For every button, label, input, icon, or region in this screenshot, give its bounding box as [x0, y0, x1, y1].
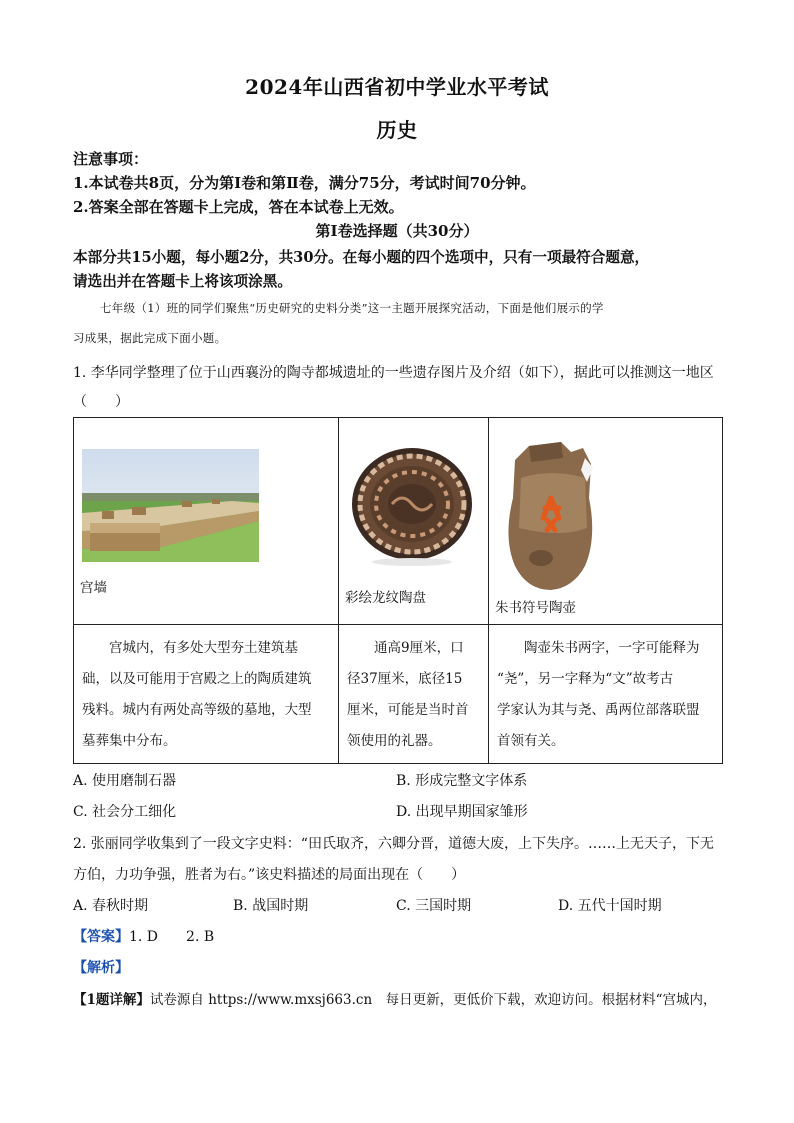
context-line1: 七年级（1）班的同学们聚焦“历史研究的史料分类”这一主题开展探究活动，下面是他们展示的学	[100, 301, 604, 315]
detail-text: 试卷源自 https://www.mxsj663.cn 每日更新，更低价下载，欢迎访问。根据材料“宫城内，	[149, 992, 717, 1008]
section-title: 第Ⅰ卷选择题（共30分）	[315, 222, 479, 240]
desc1-line: 残料。城内有两处高等级的墓地，大型	[82, 702, 312, 718]
dragon-plate-desc	[339, 625, 489, 764]
dragon-plate-photo	[347, 442, 477, 572]
context-line2: 习成果，据此完成下面小题。	[73, 331, 227, 345]
q1-stem-line1: 1. 李华同学整理了位于山西襄汾的陶寺都城遗址的一些遗存图片及介绍（如下），据此可以推测这一地区	[73, 365, 714, 381]
exam-title: 2024年山西省初中学业水平考试	[245, 75, 549, 99]
dragon-plate-cell	[339, 418, 489, 625]
desc1-line: 宫城内，有多处大型夯土建筑基	[109, 640, 298, 656]
desc3-line: 学家认为其与尧、禹两位部落联盟	[497, 702, 700, 718]
palace-wall-cell	[74, 418, 339, 625]
desc3-line: 首领有关。	[497, 733, 565, 749]
caption-palace-wall: 宫墙	[80, 580, 107, 596]
detail-label: 【1题详解】	[73, 992, 150, 1008]
q1-option-d: D. 出现早期国家雏形	[396, 804, 528, 820]
palace-wall-desc	[74, 625, 339, 764]
analysis-label: 【解析】	[73, 960, 129, 976]
q1-option-b: B. 形成完整文字体系	[396, 773, 528, 789]
q2-option-a: A. 春秋时期	[73, 898, 149, 914]
desc1-line: 础，以及可能用于宫殿之上的陶质建筑	[82, 671, 312, 687]
vermilion-pot-desc	[489, 625, 723, 764]
q2-option-b: B. 战国时期	[233, 898, 309, 914]
q1-option-a: A. 使用磨制石器	[73, 773, 177, 789]
notice-item-1: 1.本试卷共8页，分为第Ⅰ卷和第Ⅱ卷，满分75分，考试时间70分钟。	[73, 174, 536, 192]
section-intro-line2: 请选出并在答题卡上将该项涂黑。	[73, 273, 292, 290]
analysis-detail-line	[73, 988, 717, 1008]
section-intro-line1: 本部分共15小题，每小题2分，共30分。在每小题的四个选项中，只有一项最符合题意，	[73, 249, 650, 266]
subject-title: 历史	[376, 118, 418, 142]
q1-stem-line2: （ ）	[73, 394, 129, 410]
desc2-line: 径37厘米，底径15	[347, 671, 463, 687]
desc2-line: 厘米，可能是当时首	[347, 702, 469, 718]
vermilion-pot-cell	[489, 418, 723, 625]
q2-stem-line2: 方伯，力功争强，胜者为右。”该史料描述的局面出现在（ ）	[73, 867, 466, 883]
desc2-line: 领使用的礼器。	[347, 733, 442, 749]
q2-stem-line1: 2. 张丽同学收集到了一段文字史料：“田氏取齐，六卿分晋，道德大废，上下失序。……上无天子，下无	[73, 836, 714, 852]
desc3-line: “尧”，另一字释为“文”故考古	[497, 671, 674, 687]
vermilion-pot-photo	[501, 438, 601, 598]
notice-heading: 注意事项：	[73, 150, 149, 168]
caption-dragon-plate: 彩绘龙纹陶盘	[345, 590, 426, 606]
desc1-line: 墓葬集中分布。	[82, 733, 177, 749]
q2-option-d: D. 五代十国时期	[558, 898, 662, 914]
caption-vermilion-pot: 朱书符号陶壶	[495, 600, 576, 616]
desc3-line: 陶壶朱书两字，一字可能释为	[524, 640, 700, 656]
relics-table	[73, 417, 723, 764]
notice-item-2: 2.答案全部在答题卡上完成，答在本试卷上无效。	[73, 198, 404, 216]
q1-option-c: C. 社会分工细化	[73, 804, 177, 820]
answer-line	[73, 926, 214, 946]
desc2-line: 通高9厘米，口	[374, 640, 464, 656]
answer-label: 【答案】	[73, 929, 129, 945]
answer-value: 1. D 2. B	[129, 929, 215, 945]
palace-wall-photo	[82, 449, 259, 562]
q2-option-c: C. 三国时期	[396, 898, 472, 914]
